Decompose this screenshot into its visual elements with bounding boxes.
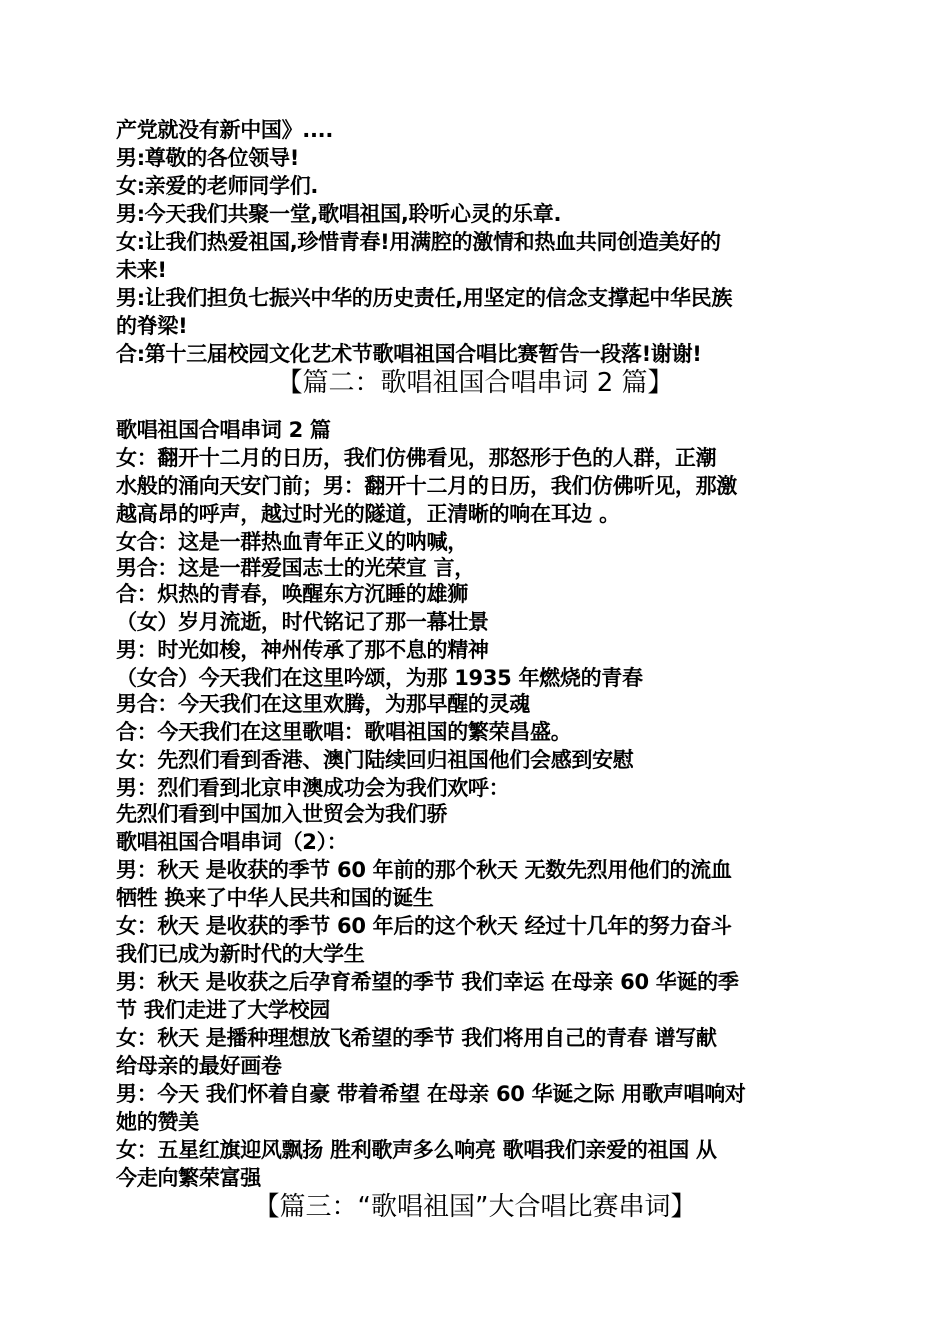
text-line: 男合：今天我们在这里欢腾，为那早醒的灵魂	[116, 692, 530, 716]
text-line: 歌唱祖国合唱串词 2 篇	[116, 418, 331, 442]
text-line: 牺牲 换来了中华人民共和国的诞生	[116, 886, 434, 910]
text-line: 歌唱祖国合唱串词（2）：	[116, 830, 348, 854]
section-heading: 【篇三：“歌唱祖国”大合唱比赛串词】	[253, 1192, 697, 1222]
text-line: 男合：这是一群爱国志士的光荣宣 言，	[116, 556, 475, 580]
text-line: 越高昂的呼声，越过时光的隧道，正清晰的响在耳边 。	[116, 502, 620, 526]
text-line: 男：秋天 是收获之后孕育希望的季节 我们幸运 在母亲 60 华诞的季	[116, 970, 739, 994]
text-line: 女：秋天 是收获的季节 60 年后的这个秋天 经过十几年的努力奋斗	[116, 914, 732, 938]
text-line: 男:今天我们共聚一堂,歌唱祖国,聆听心灵的乐章.	[116, 202, 562, 226]
text-line: （女合）今天我们在这里吟颂，为那 1935 年燃烧的青春	[116, 666, 643, 690]
text-line: 未来!	[116, 258, 167, 282]
text-line: 合:第十三届校园文化艺术节歌唱祖国合唱比赛暂告一段落!谢谢!	[116, 342, 702, 366]
text-line: 水般的涌向天安门前；男：翻开十二月的日历，我们仿佛听见，那激	[116, 474, 737, 498]
text-line: 先烈们看到中国加入世贸会为我们骄	[116, 802, 448, 826]
text-line: 她的赞美	[116, 1110, 199, 1134]
text-line: 男：时光如梭，神州传承了那不息的精神	[116, 638, 489, 662]
text-line: 男：烈们看到北京申澳成功会为我们欢呼：	[116, 776, 510, 800]
text-line: 男:让我们担负七振兴中华的历史责任,用坚定的信念支撑起中华民族	[116, 286, 733, 310]
section-heading: 【篇二：歌唱祖国合唱串词 2 篇】	[276, 368, 674, 398]
text-line: 今走向繁荣富强	[116, 1166, 261, 1190]
text-line: （女）岁月流逝，时代铭记了那一幕壮景	[116, 610, 489, 634]
text-line: 节 我们走进了大学校园	[116, 998, 331, 1022]
text-line: 女:亲爱的老师同学们.	[116, 174, 319, 198]
text-line: 女：翻开十二月的日历，我们仿佛看见，那怒形于色的人群，正潮	[116, 446, 717, 470]
text-line: 女：秋天 是播种理想放飞希望的季节 我们将用自己的青春 谱写献	[116, 1026, 717, 1050]
text-line: 给母亲的最好画卷	[116, 1054, 282, 1078]
text-line: 女：先烈们看到香港、澳门陆续回归祖国他们会感到安慰	[116, 748, 634, 772]
text-line: 产党就没有新中国》....	[116, 118, 334, 142]
text-line: 女：五星红旗迎风飘扬 胜利歌声多么响亮 歌唱我们亲爱的祖国 从	[116, 1138, 717, 1162]
text-line: 男：今天 我们怀着自豪 带着希望 在母亲 60 华诞之际 用歌声唱响对	[116, 1082, 746, 1106]
text-line: 男：秋天 是收获的季节 60 年前的那个秋天 无数先烈用他们的流血	[116, 858, 732, 882]
text-line: 合：今天我们在这里歌唱：歌唱祖国的繁荣昌盛。	[116, 720, 572, 744]
text-line: 合：炽热的青春，唤醒东方沉睡的雄狮	[116, 582, 468, 606]
text-line: 女合：这是一群热血青年正义的呐喊，	[116, 530, 468, 554]
text-line: 我们已成为新时代的大学生	[116, 942, 365, 966]
text-line: 的脊梁!	[116, 314, 188, 338]
text-line: 女:让我们热爱祖国,珍惜青春!用满腔的激情和热血共同创造美好的	[116, 230, 721, 254]
text-line: 男:尊敬的各位领导!	[116, 146, 299, 170]
